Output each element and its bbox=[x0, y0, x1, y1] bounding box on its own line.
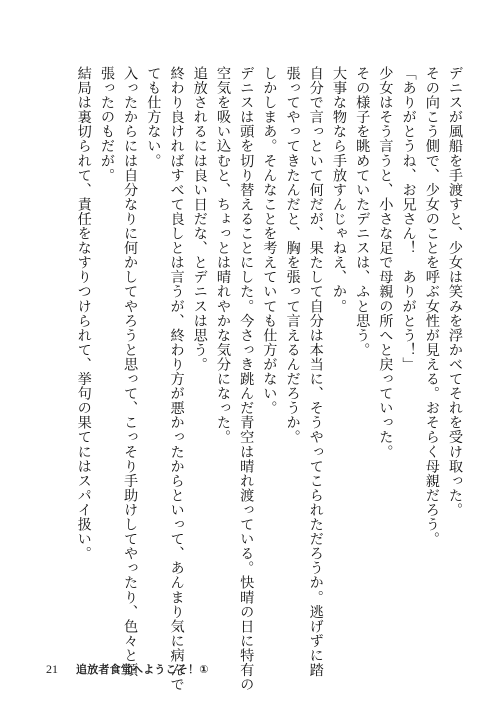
book-title: 追放者食堂へようこそ！① bbox=[76, 663, 209, 676]
text-line: 追放されるには良い日だな、とデニスは思う。 bbox=[191, 66, 208, 372]
text-line: 自分で言っといて何だが、果たして自分は本当に、そうやってこられただろうか。逃げずに踏 bbox=[307, 66, 324, 678]
text-line: 結局は裏切られて、責任をなすりつけられて、挙句の果てにはスパイ扱い。 bbox=[75, 66, 92, 561]
text-line: 張ったのもだが。 bbox=[98, 66, 115, 183]
text-line: デニスは頭を切り替えることにした。今さっき跳んだ青空は晴れ渡っている。快晴の日に特有の bbox=[238, 66, 255, 692]
text-line: デニスが風船を手渡すと、少女は笑みを浮かべてそれを受け取った。 bbox=[447, 66, 463, 518]
text-line: ても仕方ない。 bbox=[145, 66, 162, 168]
text-line: 大事な物なら手放すんじゃねえ、か。 bbox=[330, 66, 347, 314]
text-line: その様子を眺めていたデニスは、ふと思う。 bbox=[354, 66, 371, 357]
text-line: 少女はそう言うと、小さな足で母親の所へと戻っていった。 bbox=[377, 66, 394, 459]
text-line: しかしまあ。そんなことを考えていても仕方がない。 bbox=[261, 66, 278, 416]
page-footer bbox=[46, 661, 209, 677]
text-line: 終わり良ければすべて良しとは言うが、終わり方が悪かったからといって、あんまり気に病んで bbox=[168, 66, 185, 692]
text-line: 空気を吸い込むと、ちょっとは晴れやかな気分になった。 bbox=[214, 66, 231, 445]
text-line: 「ありがとうね、お兄さん！ ありがとう！」 bbox=[400, 66, 417, 372]
text-line: その向こう側で、少女のことを呼ぶ女性が見える。おそらく母親だろう。 bbox=[423, 66, 440, 547]
page-number: 21 bbox=[46, 662, 58, 676]
text-line: 入ったからには自分なりに何かしてやろうと思って、こっそり手助けしてやったり、色々と頑 bbox=[122, 66, 139, 678]
text-line: 張ってやってきたんだと、胸を張って言えるんだろうか。 bbox=[284, 66, 301, 445]
